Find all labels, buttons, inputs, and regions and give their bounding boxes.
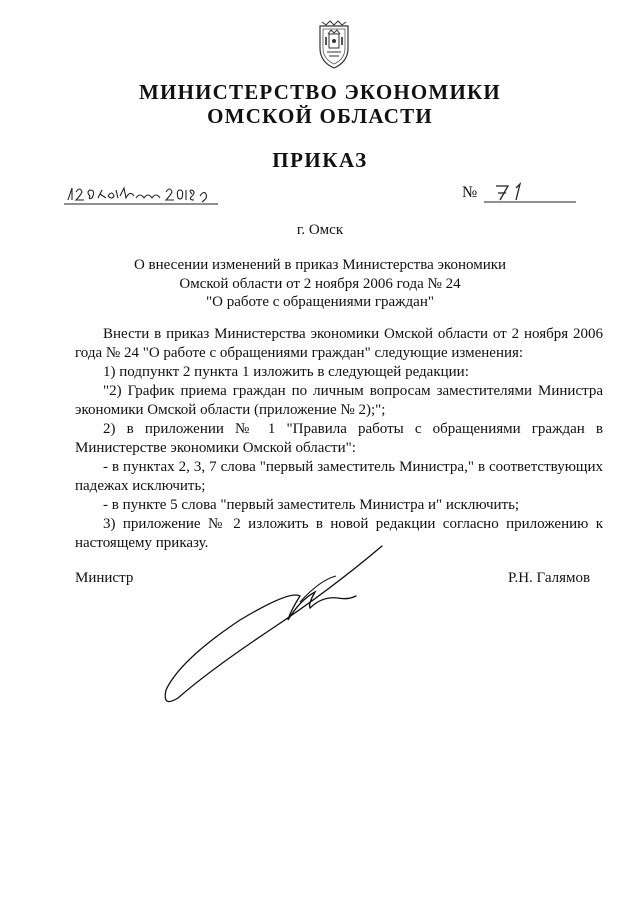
handwritten-signature [150,540,400,710]
handwritten-date [62,182,222,208]
body-paragraph: Внести в приказ Министерства экономики Омской области от 2 ноября 2006 года № 24 "О работе с обращениями граждан" следующие изменения: [75,326,603,361]
body-paragraph: - в пунктах 2, 3, 7 слова "первый заместитель Министра," в соответствующих падежах исключить; [75,459,603,494]
document-body [75,325,603,553]
body-paragraph: 1) подпункт 2 пункта 1 изложить в следующей редакции: [103,364,469,380]
subject-block [120,256,520,312]
subject-line: О внесении изменений в приказ Министерства экономики [133,257,507,273]
document-type-title: ПРИКАЗ [272,148,368,172]
signatory-name: Р.Н. Галямов [508,570,591,586]
city: г. Омск [296,222,344,238]
subject-line: "О работе с обращениями граждан" [205,294,434,310]
organization-name-line1: МИНИСТЕРСТВО ЭКОНОМИКИ [139,80,501,104]
subject-line: Омской области от 2 ноября 2006 года № 24 [179,275,461,292]
body-paragraph: 2) в приложении № 1 "Правила работы с обращениями граждан в Министерстве экономики Омской области": [75,421,603,456]
body-paragraph: 3) приложение № 2 изложить в новой редакции согласно приложению к настоящему приказу. [75,516,603,551]
handwritten-number [484,180,576,206]
number-label: № [462,184,478,201]
body-paragraph: - в пункте 5 слова "первый заместитель Министра и" исключить; [103,497,520,513]
coat-of-arms-icon [314,18,354,70]
signatory-title: Министр [75,570,134,586]
body-paragraph: "2) График приема граждан по личным вопросам заместителями Министра экономики Омской области (приложение № 2);"; [75,383,603,418]
organization-name-line2: ОМСКОЙ ОБЛАСТИ [207,104,433,128]
